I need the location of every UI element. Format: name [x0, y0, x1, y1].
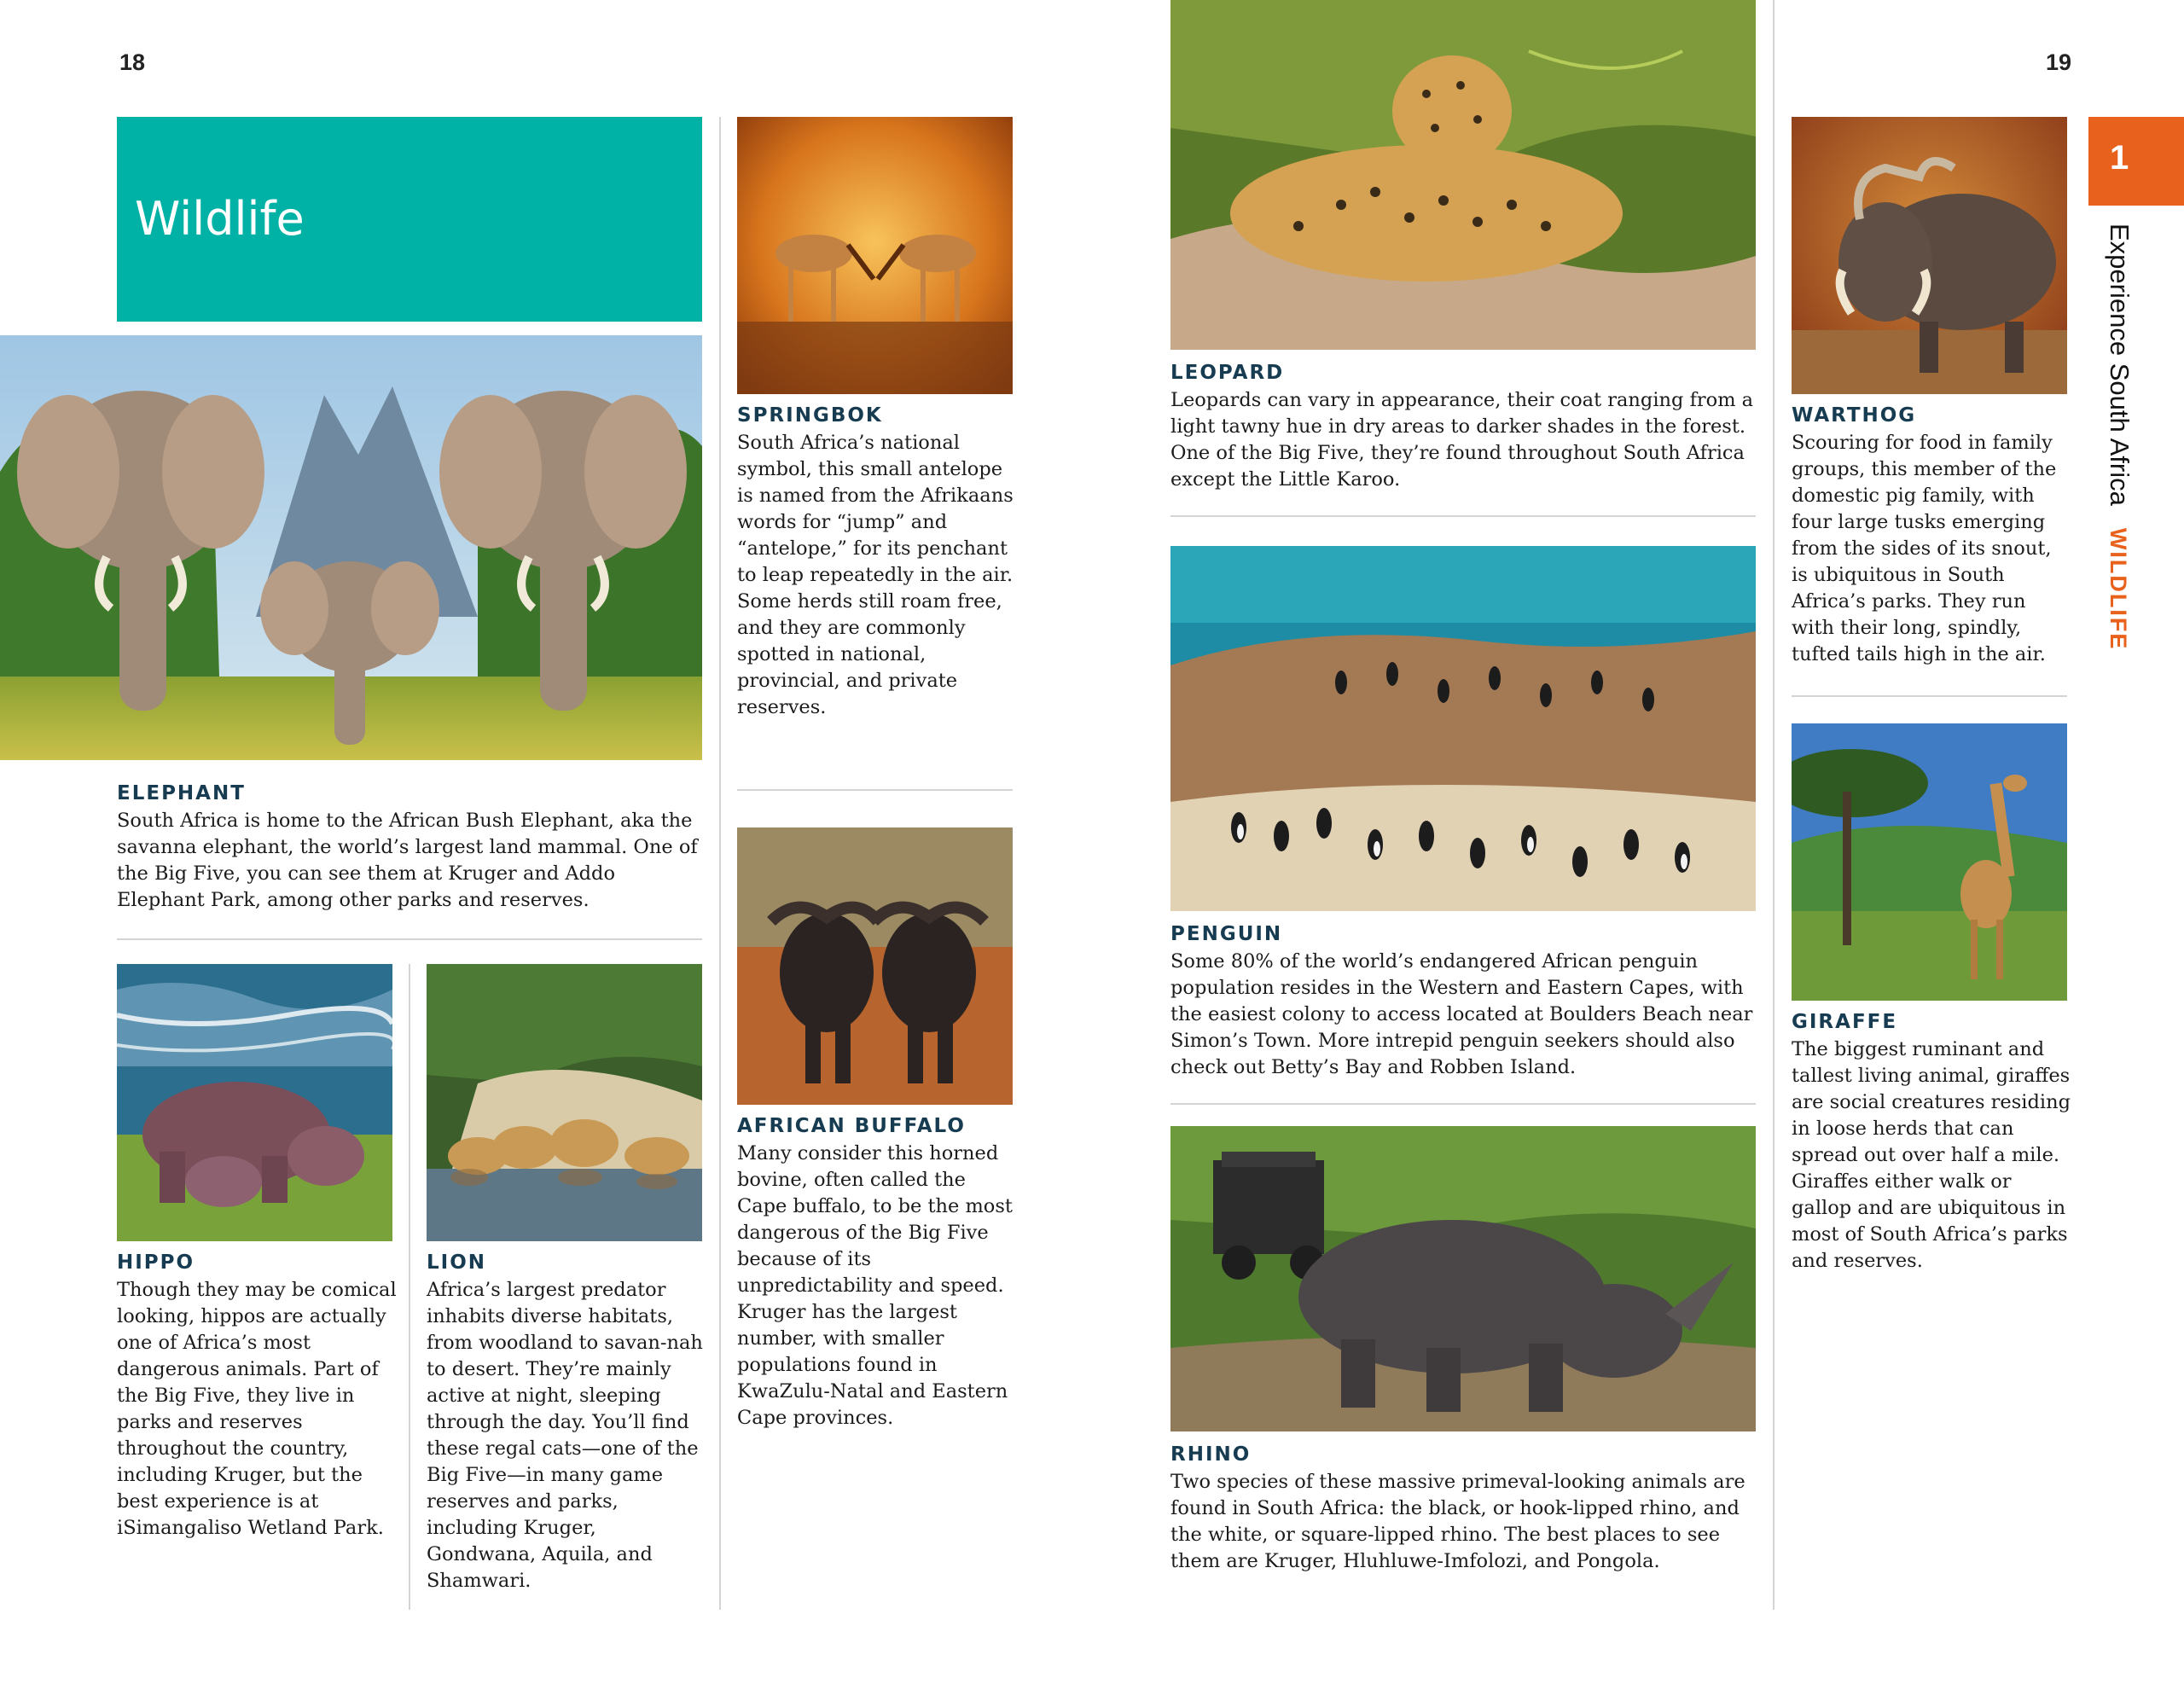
springbok-caption: [737, 403, 1019, 721]
leopard-caption: [1170, 360, 1759, 493]
hippo-text: Though they may be comical looking, hippos are actually one of Africa’s most dangerous animals. Part of the Big Five, they live in parks and reserves throughout the country, including Kruger, but the best experience is at iSimangaliso Wetland Park.: [117, 1279, 397, 1539]
giraffe-title: GIRAFFE: [1792, 1011, 1898, 1033]
leopard-photo: [1170, 0, 1756, 350]
page-number-right: 19: [2046, 49, 2072, 75]
rhino-text: Two species of these massive primeval-looking animals are found in South Africa: the black, or hook-lipped rhino, and the white, or square-lipped rhino. The best places to see them are Kruger, Hluhluwe-Imfolozi, and Pongola.: [1170, 1471, 1745, 1572]
lion-photo: [427, 964, 702, 1241]
springbok-text: South Africa’s national symbol, this small antelope is named from the Afrikaans words for “jump” and “antelope,” for its penchant to leap repeatedly in the air. Some herds still roam free, and they are commonly spotted in national, provincial, and private reserves.: [737, 432, 1014, 718]
rhino-title: RHINO: [1170, 1443, 1252, 1466]
buffalo-caption: [737, 1113, 1019, 1431]
penguin-caption: [1170, 921, 1759, 1081]
lion-caption: [427, 1250, 708, 1594]
giraffe-text: The biggest ruminant and tallest living animal, giraffes are social creatures residing in loose herds that can spread out over half a mile. Giraffes either walk or gallop and are ubiquitous in most of South Africa’s parks and reserves.: [1792, 1038, 2071, 1272]
rhino-caption: [1170, 1442, 1759, 1575]
column-divider: [719, 117, 721, 1610]
warthog-title: WARTHOG: [1792, 404, 1917, 427]
elephant-title: ELEPHANT: [117, 782, 246, 804]
giraffe-caption: [1792, 1009, 2073, 1275]
penguin-photo: [1170, 546, 1756, 911]
horizontal-divider: [1792, 695, 2067, 697]
elephant-caption: [117, 781, 706, 914]
springbok-photo: [737, 117, 1013, 394]
elephant-text: South Africa is home to the African Bush Elephant, aka the savanna elephant, the world’s largest land mammal. One of the Big Five, you can see them at Kruger and Addo Elephant Park, among other parks and reserves.: [117, 810, 698, 911]
buffalo-text: Many consider this horned bovine, often called the Cape buffalo, to be the most dangerous of the Big Five because of its unpredictability and speed. Kruger has the largest number, with smaller populations found in KwaZulu-Natal and Eastern Cape provinces.: [737, 1142, 1013, 1429]
warthog-text: Scouring for food in family groups, this member of the domestic pig family, with four large tusks emerging from the sides of its snout, is ubiquitous in South Africa’s parks. They run with their long, spindly, tufted tails high in the air.: [1792, 432, 2057, 665]
horizontal-divider: [1170, 1103, 1756, 1105]
hippo-caption: [117, 1250, 398, 1542]
penguin-title: PENGUIN: [1170, 923, 1283, 945]
rhino-photo: [1170, 1126, 1756, 1431]
warthog-photo: [1792, 117, 2067, 394]
section-label: WILDLIFE: [2106, 527, 2131, 651]
lion-title: LION: [427, 1251, 487, 1274]
horizontal-divider: [117, 938, 702, 940]
column-divider: [1773, 0, 1774, 1610]
column-divider: [409, 964, 410, 1610]
penguin-text: Some 80% of the world’s endangered African penguin population resides in the Western and Eastern Capes, with the easiest colony to access located at Boulders Beach near Simon’s Town. More intrepid penguin seekers should also check out Betty’s Bay and Robben Island.: [1170, 950, 1753, 1078]
buffalo-photo: [737, 827, 1013, 1105]
springbok-title: SPRINGBOK: [737, 404, 883, 427]
chapter-number: 1: [2110, 139, 2129, 177]
section-title: Wildlife: [135, 192, 305, 246]
section-banner: [117, 117, 702, 322]
hippo-photo: [117, 964, 392, 1241]
lion-text: Africa’s largest predator inhabits diverse habitats, from woodland to savan-nah to desert. They’re mainly active at night, sleeping through the day. You’ll find these regal cats—one of the Big Five—in many game reserves and parks, including Kruger, Gondwana, Aquila, and Shamwari.: [427, 1279, 703, 1592]
leopard-text: Leopards can vary in appearance, their coat ranging from a light tawny hue in dry areas to darker shades in the forest. One of the Big Five, they’re found throughout South Africa except the Little Karoo.: [1170, 389, 1754, 491]
book-title: Experience South Africa: [2105, 224, 2135, 506]
chapter-tab: [2088, 117, 2184, 206]
running-head: [2082, 224, 2150, 650]
hippo-title: HIPPO: [117, 1251, 195, 1274]
elephant-photo: [0, 335, 702, 760]
giraffe-photo: [1792, 723, 2067, 1001]
warthog-caption: [1792, 403, 2073, 668]
buffalo-title: AFRICAN BUFFALO: [737, 1115, 966, 1137]
leopard-title: LEOPARD: [1170, 362, 1285, 384]
horizontal-divider: [1170, 515, 1756, 517]
page-number-left: 18: [119, 49, 146, 75]
horizontal-divider: [737, 789, 1013, 791]
